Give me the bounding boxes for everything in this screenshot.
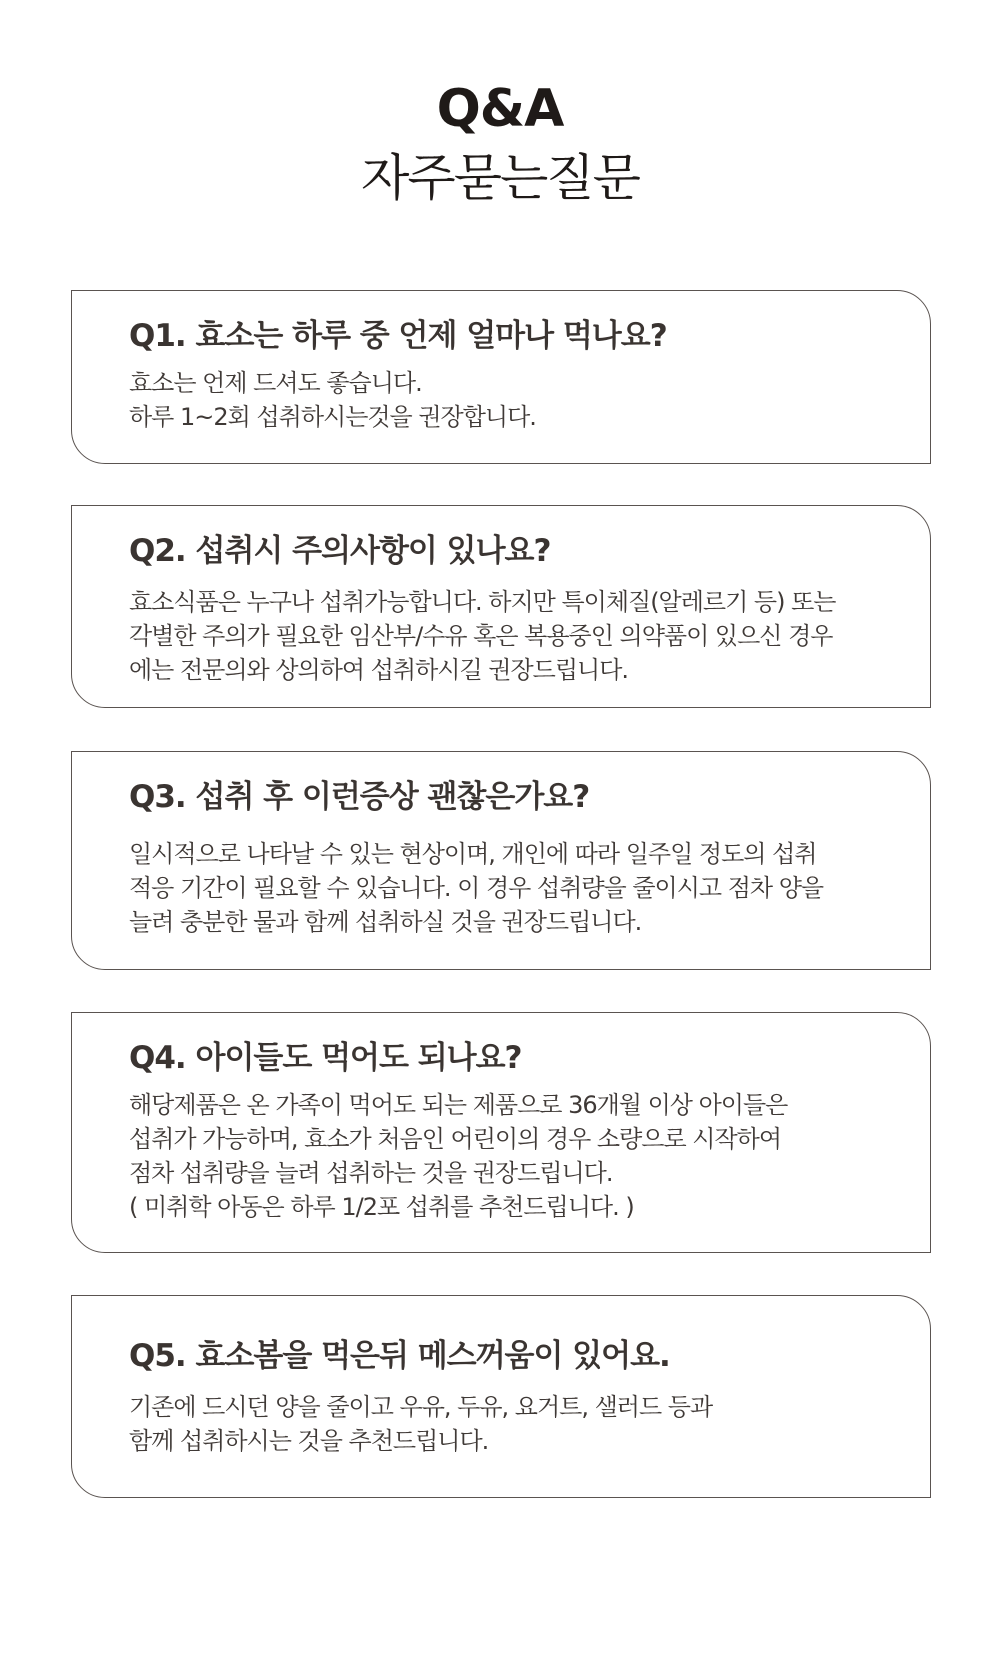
faq-card-3: [71, 751, 931, 970]
faq-card-5: [71, 1295, 931, 1498]
faq-card-4: [71, 1012, 931, 1253]
faq-card-2: [71, 505, 931, 708]
page-title: Q&A: [436, 79, 564, 139]
faq-question: Q4. 아이들도 먹어도 되나요?: [129, 1040, 522, 1076]
page-header: [0, 78, 1000, 210]
faq-question: Q1. 효소는 하루 중 언제 얼마나 먹나요?: [129, 318, 667, 354]
faq-question: Q2. 섭취시 주의사항이 있나요?: [129, 533, 551, 569]
faq-answer-line: 기존에 드시던 양을 줄이고 우유, 두유, 요거트, 샐러드 등과: [129, 1393, 713, 1421]
faq-question: Q3. 섭취 후 이런증상 괜찮은가요?: [129, 779, 590, 815]
page-subtitle: 자주묻는질문: [361, 149, 639, 207]
faq-card-1: [71, 290, 931, 464]
faq-answer-line: 일시적으로 나타날 수 있는 현상이며, 개인에 따라 일주일 정도의 섭취: [129, 840, 817, 868]
faq-answer: [129, 1088, 900, 1224]
faq-answer-line: 적응 기간이 필요할 수 있습니다. 이 경우 섭취량을 줄이시고 점차 양을: [129, 874, 824, 902]
faq-question: Q5. 효소봄을 먹은뒤 메스꺼움이 있어요.: [129, 1338, 670, 1374]
faq-answer-line: 하루 1~2회 섭취하시는것을 권장합니다.: [129, 403, 536, 431]
faq-answer: [129, 366, 900, 434]
faq-answer: [129, 585, 900, 687]
faq-answer: [129, 1390, 900, 1458]
faq-answer-line: 각별한 주의가 필요한 임산부/수유 혹은 복용중인 의약품이 있으신 경우: [129, 622, 833, 650]
faq-answer: [129, 837, 900, 939]
faq-answer-line: 늘려 충분한 물과 함께 섭취하실 것을 권장드립니다.: [129, 908, 642, 936]
faq-answer-line: 해당제품은 온 가족이 먹어도 되는 제품으로 36개월 이상 아이들은: [129, 1091, 788, 1119]
faq-answer-line: ( 미취학 아동은 하루 1/2포 섭취를 추천드립니다. ): [129, 1193, 634, 1221]
faq-answer-line: 섭취가 가능하며, 효소가 처음인 어린이의 경우 소량으로 시작하여: [129, 1125, 781, 1153]
faq-answer-line: 효소식품은 누구나 섭취가능합니다. 하지만 특이체질(알레르기 등) 또는: [129, 588, 836, 616]
faq-answer-line: 점차 섭취량을 늘려 섭취하는 것을 권장드립니다.: [129, 1159, 613, 1187]
faq-answer-line: 효소는 언제 드셔도 좋습니다.: [129, 369, 422, 397]
faq-answer-line: 에는 전문의와 상의하여 섭취하시길 권장드립니다.: [129, 656, 629, 684]
faq-answer-line: 함께 섭취하시는 것을 추천드립니다.: [129, 1427, 489, 1455]
